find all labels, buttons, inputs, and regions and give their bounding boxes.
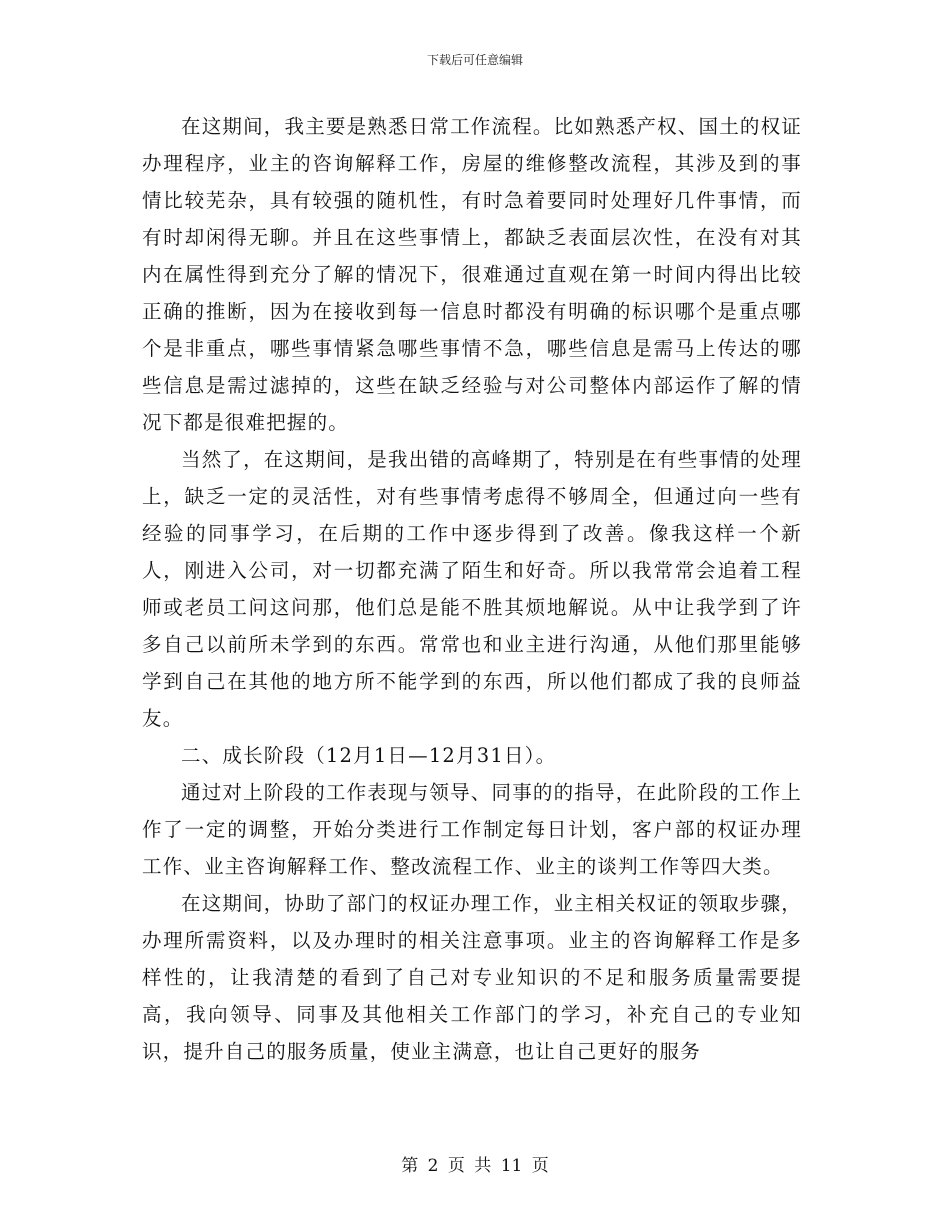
section-heading-growth-stage: 二、成长阶段（12月1日—12月31日）。	[181, 744, 557, 767]
paragraph-familiarization: 在这期间，我主要是熟悉日常工作流程。比如熟悉产权、国土的权证办理程序，业主的咨询解释工作，房屋的维修整改流程，其涉及到的事情比较芜杂，具有较强的随机性，有时急着要同时处理好几件事情，而有时却闲得无聊。并且在这些事情上，都缺乏表面层次性，在没有对其内在属性得到充分了解的情况下，很难通过直观在第一时间内得出比较正确的推断，因为在接收到每一信息时都没有明确的标识哪个是重点哪个是非重点，哪些事情紧急哪些事情不急，哪些信息是需马上传达的哪些信息是需过滤掉的，这些在缺乏经验与对公司整体内部运作了解的情况下都是很难把握的。	[142, 115, 803, 434]
page-number-footer: 第 2 页 共 11 页	[401, 1156, 549, 1176]
page-header-note: 下载后可任意编辑	[426, 53, 523, 67]
paragraph-certificate-work: 在这期间，协助了部门的权证办理工作，业主相关权证的领取步骤，办理所需资料，以及办理时的相关注意事项。业主的咨询解释工作是多样性的，让我清楚的看到了自己对专业知识的不足和服务质量需要提高，我向领导、同事及其他相关工作部门的学习，补充自己的专业知识，提升自己的服务质量，使业主满意，也让自己更好的服务	[142, 892, 803, 1063]
document-body	[142, 108, 802, 1070]
paragraph-peak-error-period: 当然了，在这期间，是我出错的高峰期了，特别是在有些事情的处理上，缺乏一定的灵活性，对有些事情考虑得不够周全，但通过向一些有经验的同事学习，在后期的工作中逐步得到了改善。像我这样一个新人，刚进入公司，对一切都充满了陌生和好奇。所以我常常会追着工程师或老员工问这问那，他们总是能不胜其烦地解说。从中让我学到了许多自己以前所未学到的东西。常常也和业主进行沟通，从他们那里能够学到自己在其他的地方所不能学到的东西，所以他们都成了我的良师益友。	[142, 448, 803, 730]
paragraph-adjustment: 通过对上阶段的工作表现与领导、同事的的指导，在此阶段的工作上作了一定的调整，开始分类进行工作制定每日计划，客户部的权证办理工作、业主咨询解释工作、整改流程工作、业主的谈判工作等四大类。	[142, 781, 803, 878]
